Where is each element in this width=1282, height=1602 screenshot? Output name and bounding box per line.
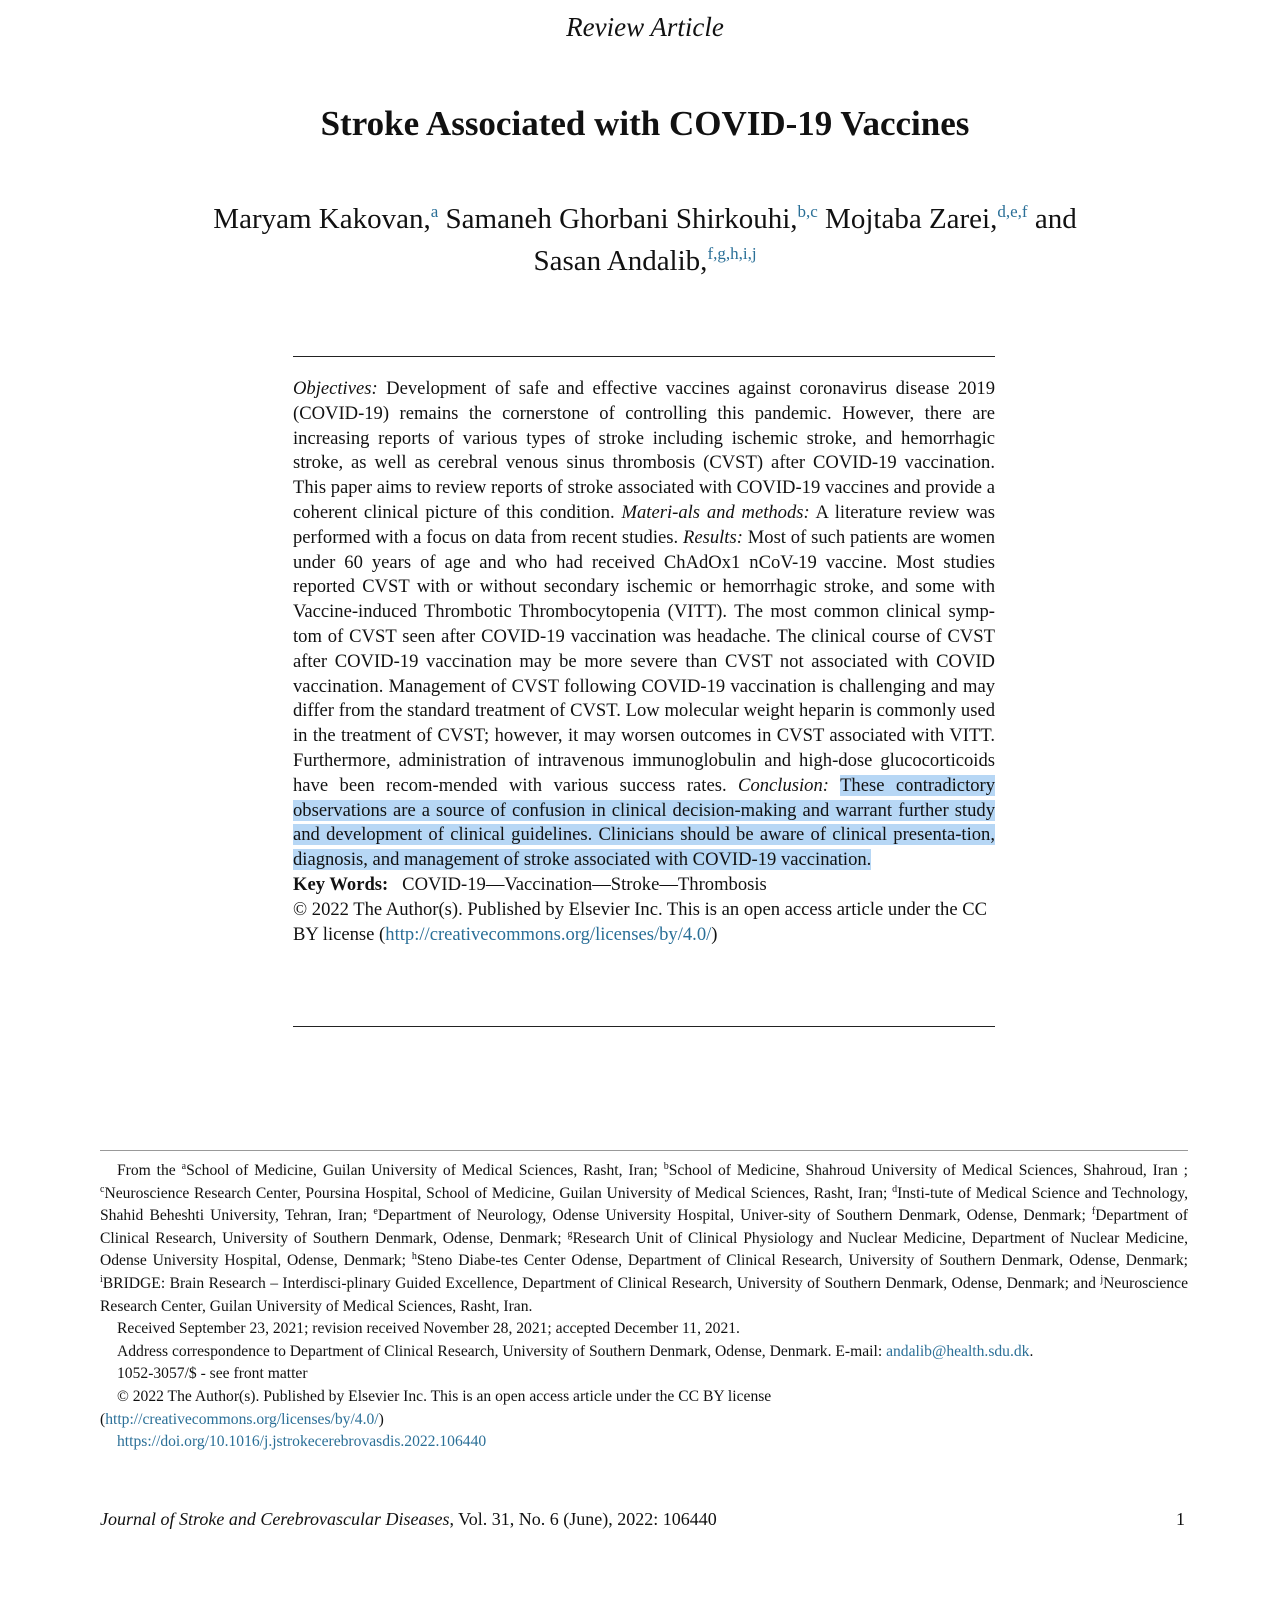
- affiliation-marker: d: [892, 1183, 898, 1195]
- affiliation-text: School of Medicine, Shahroud University of Medical Sciences, Shahroud, Iran ;: [668, 1162, 1188, 1179]
- affiliation-text: Steno Diabe-tes Center Odense, Department of Clinical Research, University of Southern Denmark, Odense, Denmark;: [416, 1252, 1188, 1270]
- abstract-bottom-rule: [293, 1026, 995, 1027]
- journal-issue: , Vol. 31, No. 6 (June), 2022: 106440: [449, 1509, 717, 1529]
- license-open: (: [100, 1410, 106, 1428]
- keywords-label: Key Words:: [293, 873, 389, 895]
- received-dates: Received September 23, 2021; revision received November 28, 2021; accepted December 11, 2021.: [117, 1320, 740, 1338]
- affiliation-text: Research Unit of Clinical Physiology and Nuclear Medicine, Department of Nuclear Medicine, Odense University Hospital, Odense, Denmark;: [100, 1229, 1188, 1270]
- methods-text: A literature review was performed with a focus on data from recent studies.: [293, 501, 995, 548]
- affiliation-text: BRIDGE: Brain Research – Interdisci-plinary Guided Excellence, Department of Clinical Research, University of Southern Denmark, Odense, Denmark; and: [102, 1274, 1101, 1292]
- author-name: Mojtaba Zarei,: [825, 203, 998, 235]
- author-list: [110, 198, 1180, 282]
- abstract-top-rule: [293, 356, 995, 357]
- affiliations-paragraph: [100, 1160, 1188, 1318]
- keywords-text: COVID-19—Vaccination—Stroke—Thrombosis: [402, 873, 767, 895]
- address-end: .: [1029, 1342, 1034, 1360]
- page-number: 1: [1176, 1509, 1185, 1529]
- results-label: Results:: [682, 526, 743, 548]
- affiliations-intro: From the: [117, 1162, 182, 1179]
- license-text: © 2022 The Author(s). Published by Elsevier Inc. This is an open access article under the CC BY license (: [293, 898, 988, 945]
- affiliation-marker: i: [100, 1273, 103, 1285]
- article-title: Stroke Associated with COVID-19 Vaccines: [320, 104, 970, 143]
- journal-name: Journal of Stroke and Cerebrovascular Diseases: [100, 1509, 450, 1529]
- author-affiliation-link[interactable]: f,g,h,i,j: [707, 244, 757, 263]
- objectives-text: Development of safe and effective vaccines against coronavirus disease 2019 (COVID-19) remains the cornerstone of controlling this pandemic. However, there are increasing reports of various types of stroke including ischemic stroke, and hemorrhagic stroke, as well as cerebral venous sinus thrombosis (CVST) after COVID-19 vaccination. This paper aims to review reports of stroke associated with COVID-19 vaccines and provide a coherent clinical picture of this condition.: [293, 378, 996, 523]
- author-affiliation-link[interactable]: d,e,f: [997, 202, 1028, 221]
- results-text: Most of such patients are women under 60 years of age and who had received ChAdOx1 nCoV-19 vaccine. Most studies reported CVST with or without secondary ischemic or hemorrhagic stroke, and some with Vaccine-induced Thrombotic Thrombocytopenia (VITT). The most common clinical symp-tom of CVST seen after COVID-19 vaccination was headache. The clinical course of CVST after COVID-19 vaccination may be more severe than CVST not associated with COVID vaccination. Management of CVST following COVID-19 vaccination is challenging and may differ from the standard treatment of CVST. Low molecular weight heparin is commonly used in the treatment of CVST; however, it may worsen outcomes in CVST associated with VITT. Furthermore, administration of intravenous immunoglobulin and high-dose glucocorticoids have been recom-mended with various success rates.: [293, 526, 995, 796]
- affiliation-text: Department of Clinical Research, University of Southern Denmark, Odense, Denmark;: [100, 1207, 1188, 1247]
- conclusion-text-selected[interactable]: These contradictory observations are a source of confusion in clinical decision-making and warrant further study and development of clinical guidelines. Clinicians should be aware of clinical presenta-tion, diagnosis, and management of stroke associated with COVID-19 vaccination.: [293, 774, 996, 871]
- affiliation-marker: e: [373, 1206, 378, 1218]
- correspondence-address: [100, 1341, 1188, 1364]
- author-affiliation-link[interactable]: b,c: [797, 202, 818, 221]
- affiliation-text: Insti-tute of Medical Science and Technology, Shahid Beheshti University, Tehran, Iran;: [100, 1184, 1189, 1225]
- affiliation-text: Neuroscience Research Center, Guilan University of Medical Sciences, Rasht, Iran.: [100, 1274, 1188, 1315]
- author-name: Sasan Andalib,: [533, 245, 708, 277]
- abstract-body: [293, 377, 995, 873]
- affiliation-text: School of Medicine, Guilan University of Medical Sciences, Rasht, Iran;: [186, 1162, 664, 1179]
- footnotes: [100, 1160, 1188, 1454]
- affiliation-marker: h: [411, 1251, 417, 1263]
- abstract-license: [293, 898, 995, 948]
- affiliation-marker: g: [567, 1228, 573, 1240]
- affiliation-marker: b: [663, 1161, 669, 1172]
- doi-link[interactable]: https://doi.org/10.1016/j.jstrokecerebrovasdis.2022.106440: [117, 1433, 487, 1451]
- keywords-line: [293, 873, 995, 898]
- abstract: [293, 377, 995, 947]
- affiliation-text: Neuroscience Research Center, Poursina Hospital, School of Medicine, Guilan University of Medical Sciences, Rasht, Iran;: [104, 1184, 893, 1202]
- affiliation-marker: j: [1100, 1273, 1104, 1285]
- issn-line: 1052-3057/$ - see front matter: [117, 1365, 308, 1383]
- license-close: ): [711, 923, 718, 945]
- article-type-label: Review Article: [566, 12, 724, 42]
- affiliation-text: Department of Neurology, Odense University Hospital, Univer-sity of Southern Denmark, Odense, Denmark;: [377, 1207, 1092, 1225]
- address-text: Address correspondence to Department of Clinical Research, University of Southern Denmark, Odense, Denmark. E-mail:: [117, 1342, 887, 1360]
- footnote-license-link[interactable]: http://creativecommons.org/licenses/by/4.0/: [105, 1410, 379, 1428]
- author-joiner: and: [1034, 203, 1077, 235]
- affiliation-marker: a: [181, 1161, 187, 1172]
- footnote-license-line: [100, 1409, 1188, 1432]
- affiliation-marker: c: [100, 1183, 105, 1195]
- doi-line: [100, 1431, 1188, 1454]
- email-link[interactable]: andalib@health.sdu.dk: [886, 1342, 1030, 1360]
- license-close: ): [378, 1410, 384, 1428]
- footnote-rule: [100, 1150, 1188, 1151]
- author-name: Samaneh Ghorbani Shirkouhi,: [445, 203, 798, 235]
- author-affiliation-link[interactable]: a: [430, 202, 439, 221]
- methods-label: Materi-als and methods:: [621, 501, 810, 523]
- conclusion-label: Conclusion:: [738, 774, 829, 796]
- author-name: Maryam Kakovan,: [213, 203, 431, 235]
- license-link[interactable]: http://creativecommons.org/licenses/by/4.0/: [385, 923, 712, 945]
- copyright-line: © 2022 The Author(s). Published by Elsevier Inc. This is an open access article under the CC BY license: [117, 1387, 772, 1405]
- journal-citation: [100, 1509, 717, 1530]
- objectives-label: Objectives:: [293, 378, 378, 399]
- affiliation-marker: f: [1091, 1206, 1096, 1218]
